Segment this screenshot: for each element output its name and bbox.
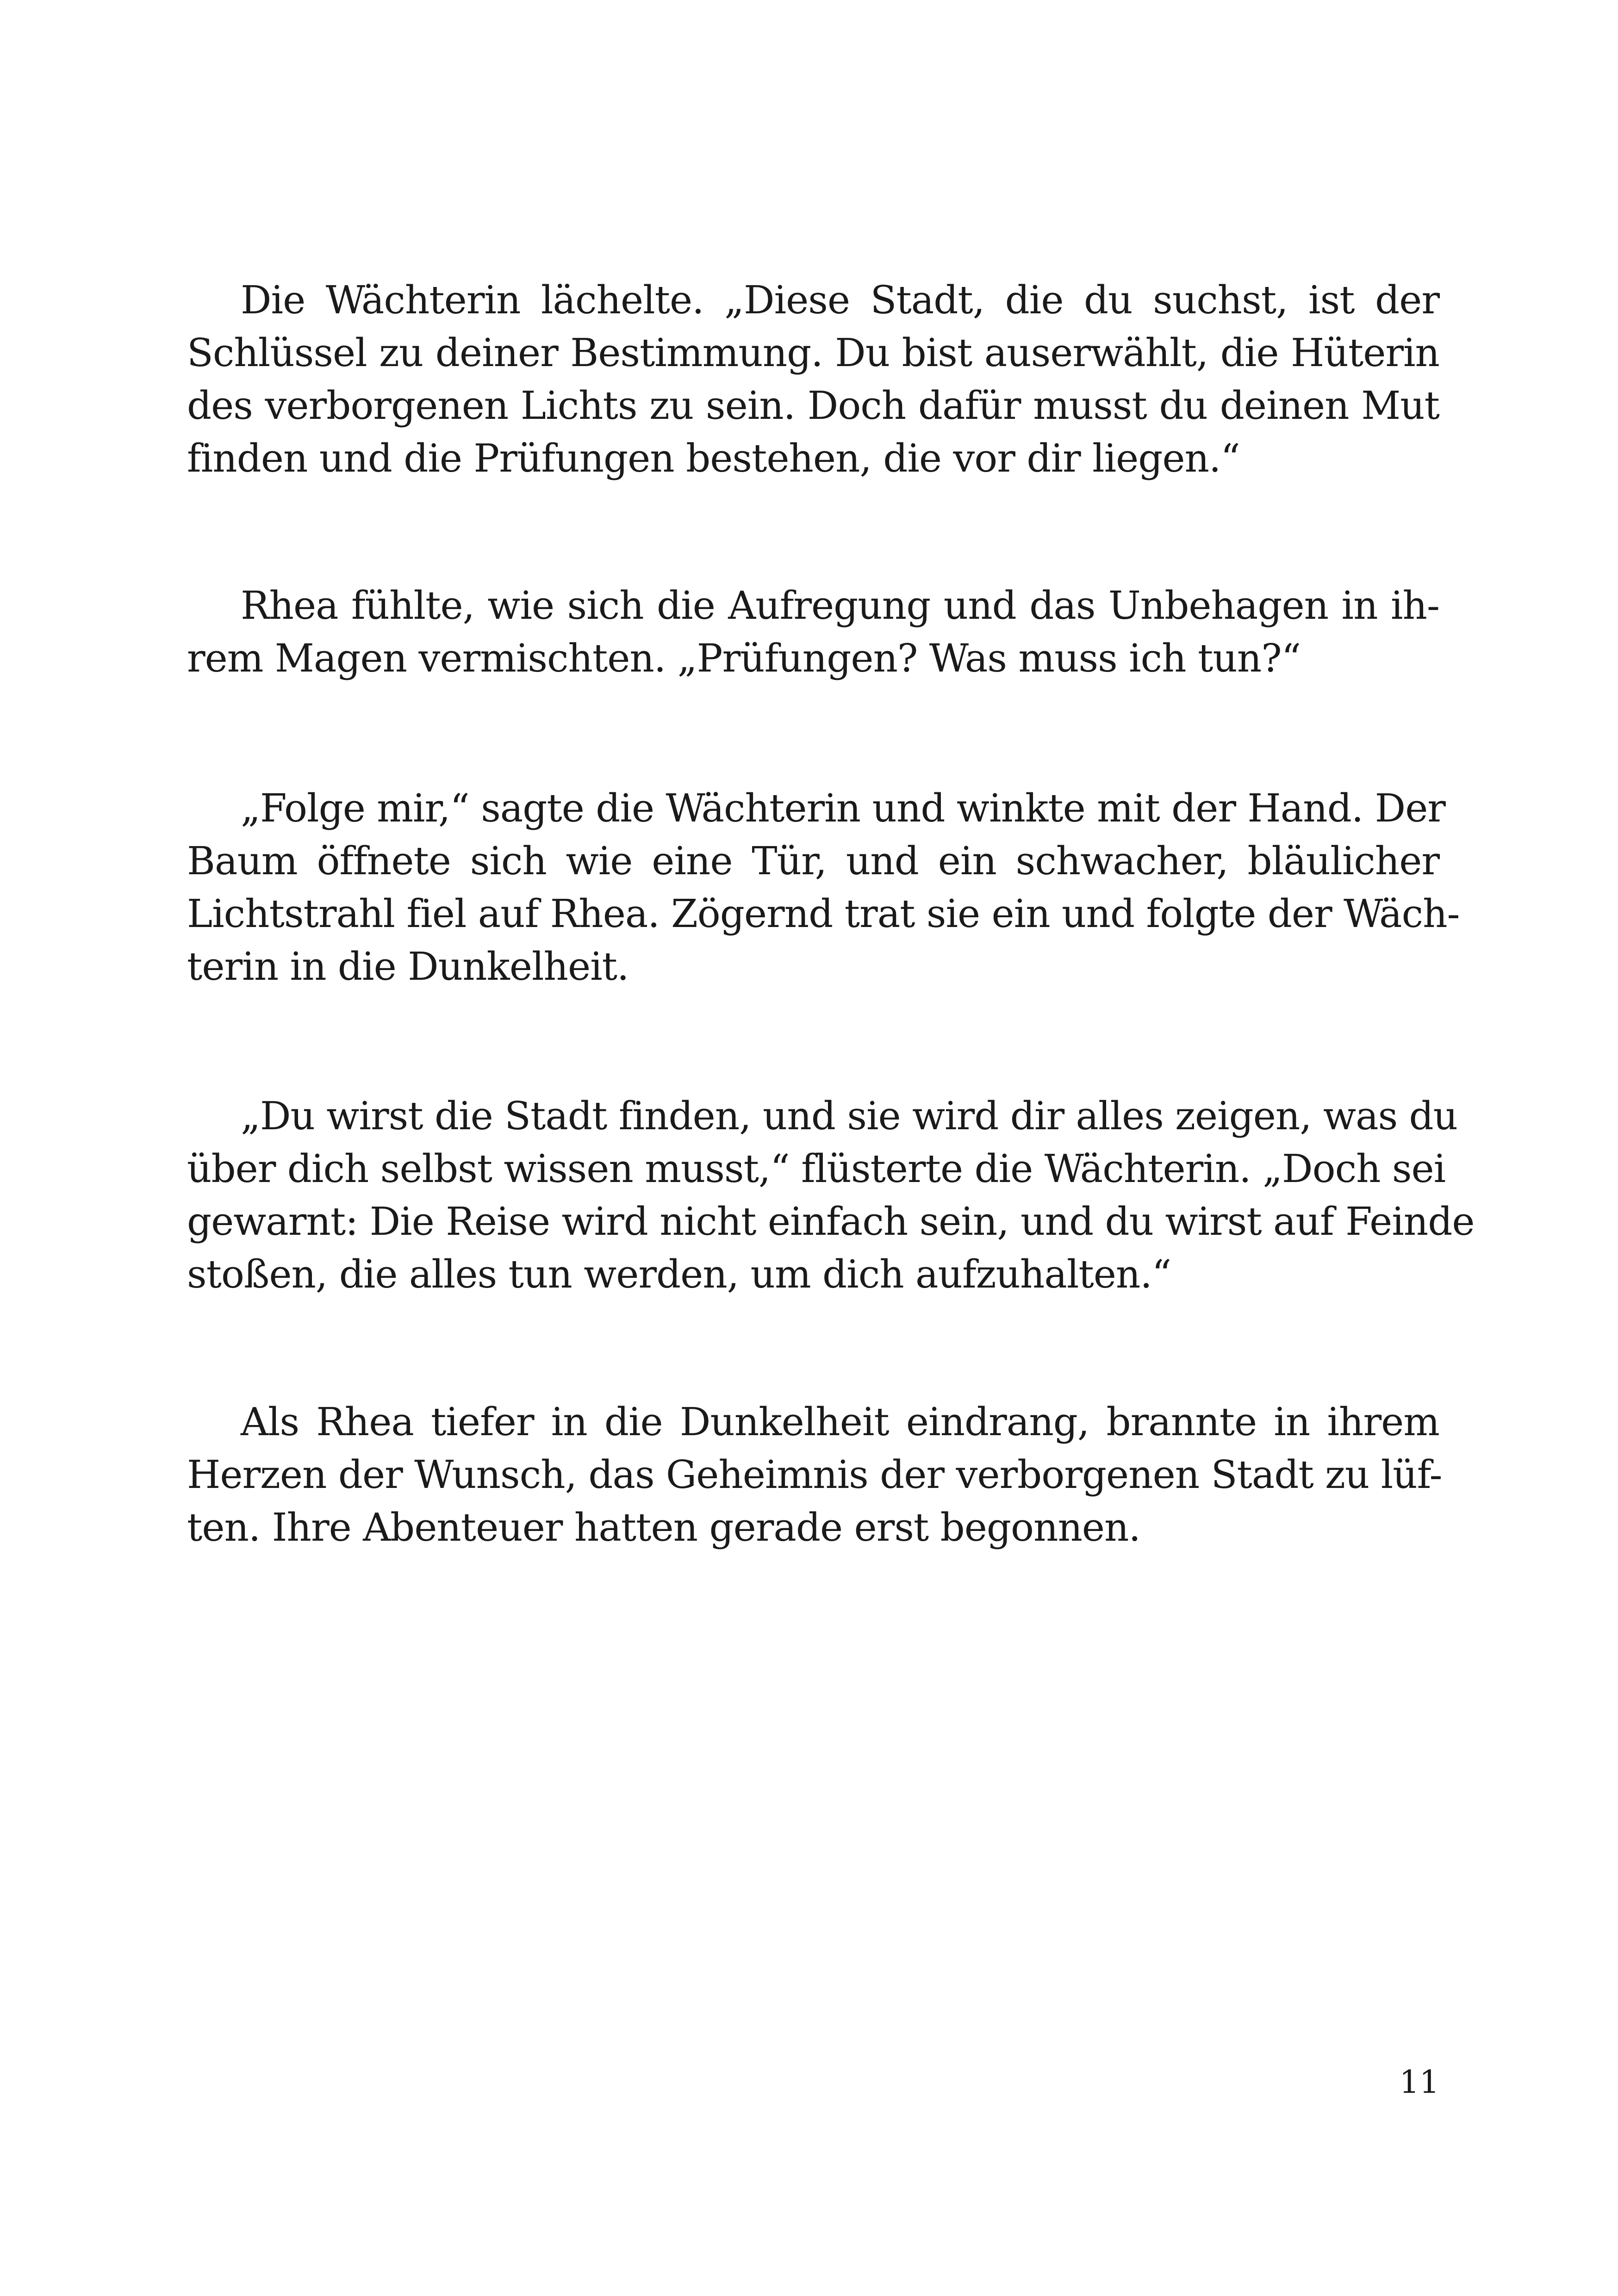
paragraph-2 <box>187 579 1439 685</box>
text-line: stoßen, die alles tun werden, um dich aufzuhalten.“ <box>187 1252 1171 1297</box>
text-line: des verborgenen Lichts zu sein. Doch dafür musst du deinen Mut <box>187 383 1439 428</box>
text-line: terin in die Dunkelheit. <box>187 944 629 989</box>
text-line: „Du wirst die Stadt finden, und sie wird dir alles zeigen, was du <box>241 1094 1458 1139</box>
paragraph-1 <box>187 274 1439 485</box>
text-line: ten. Ihre Abenteuer hatten gerade erst begonnen. <box>187 1505 1140 1550</box>
paragraph-4 <box>187 1090 1475 1301</box>
text-line: Die Wächterin lächelte. „Diese Stadt, die du suchst, ist der <box>241 278 1439 323</box>
text-line: gewarnt: Die Reise wird nicht einfach sein, und du wirst auf Feinde <box>187 1199 1475 1244</box>
text-line: Baum öffnete sich wie eine Tür, und ein schwacher, bläulicher <box>187 839 1439 884</box>
text-line: rem Magen vermischten. „Prüfungen? Was muss ich tun?“ <box>187 636 1301 681</box>
text-line: Als Rhea tiefer in die Dunkelheit eindrang, brannte in ihrem <box>241 1400 1439 1444</box>
text-line: „Folge mir,“ sagte die Wächterin und winkte mit der Hand. Der <box>241 786 1445 831</box>
page-number: 11 <box>1399 2064 1439 2101</box>
paragraph-3 <box>187 782 1460 993</box>
paragraph-5 <box>187 1396 1442 1554</box>
text-line: Rhea fühlte, wie sich die Aufregung und das Unbehagen in ih- <box>241 583 1439 628</box>
text-line: Schlüssel zu deiner Bestimmung. Du bist auserwählt, die Hüterin <box>187 330 1439 375</box>
text-line: finden und die Prüfungen bestehen, die vor dir liegen.“ <box>187 436 1240 481</box>
text-line: Herzen der Wunsch, das Geheimnis der verborgenen Stadt zu lüf- <box>187 1452 1442 1497</box>
text-line: Lichtstrahl fiel auf Rhea. Zögernd trat sie ein und folgte der Wäch- <box>187 891 1460 936</box>
text-line: über dich selbst wissen musst,“ flüsterte die Wächterin. „Doch sei <box>187 1146 1446 1191</box>
